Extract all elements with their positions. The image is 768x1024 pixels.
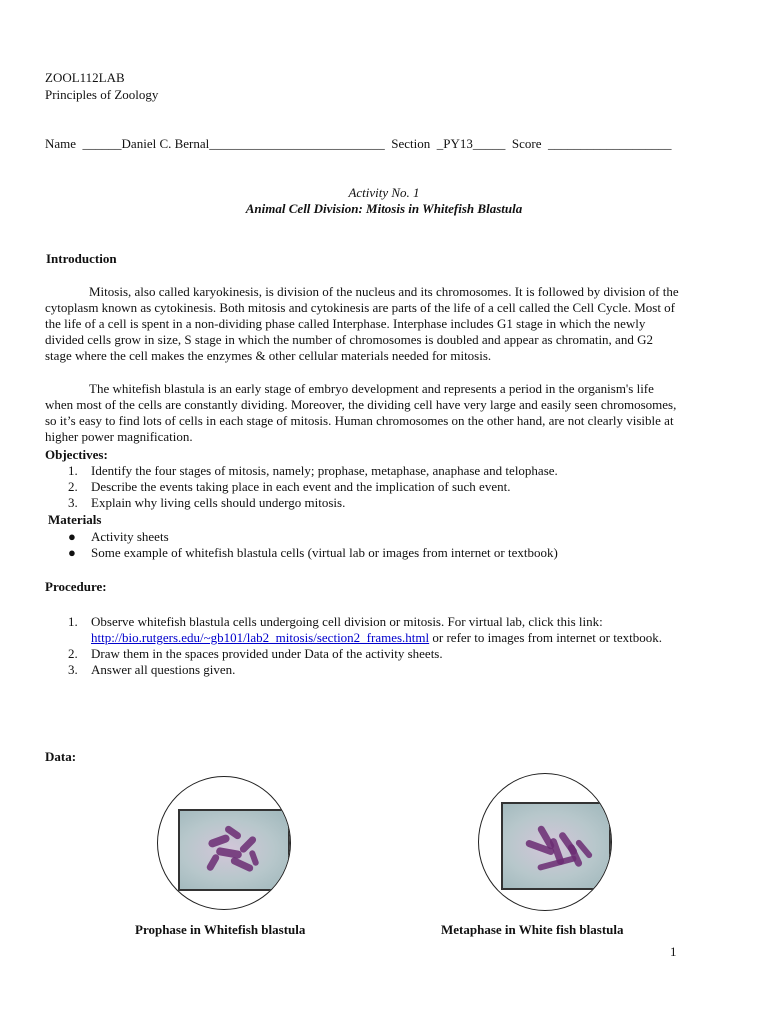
page-number: 1 (670, 944, 677, 959)
name-label: Name (45, 136, 77, 151)
activity-number: Activity No. 1 (348, 185, 420, 200)
prophase-caption: Prophase in Whitefish blastula (135, 922, 306, 937)
objective-item: 1. Identify the four stages of mitosis, namely; prophase, metaphase, anaphase and telophase. (68, 463, 558, 478)
material-item: ● Activity sheets (68, 529, 169, 544)
procedure-item: 1. Observe whitefish blastula cells undergoing cell division or mitosis. For virtual lab, click this link: http://bio.rutgers.edu/~gb101/lab2_mitosis/section2_frames.html or refer to images from internet or textbook. (68, 614, 662, 645)
procedure-item: 3. Answer all questions given. (68, 662, 236, 677)
bullet-icon: ● (68, 529, 76, 544)
introduction-paragraph-2: The whitefish blastula is an early stage of embryo development and represents a period in the organism's life when most of the cells are constantly dividing. Moreover, the dividing cell have very large and easily seen chromosomes, so it’s easy to find lots of cells in each stage of mitosis. Human chromosomes on the other hand, are not clearly visible at higher power magnification. (45, 381, 677, 444)
score-label: Score (511, 136, 542, 151)
data-heading: Data: (45, 749, 77, 764)
introduction-paragraph-1: Mitosis, also called karyokinesis, is division of the nucleus and its chromosomes. It is followed by division of the cytoplasm known as cytokinesis. Both mitosis and cytokinesis are parts of the life of a cell called the Cell Cycle. Most of the life of a cell is spent in a non-dividing phase called Interphase. Interphase includes G1 stage in which the newly divided cells grow in size, S stage in which the number of chromosomes is doubled and appear as chromatin, and G2 stage where the cell makes the enzymes & other cellular materials needed for mitosis. (45, 284, 679, 363)
section-label: Section (391, 136, 431, 151)
objective-item: 2. Describe the events taking place in each event and the implication of such event. (68, 479, 511, 494)
bullet-icon: ● (68, 545, 76, 560)
course-code: ZOOL112LAB (45, 70, 125, 85)
materials-heading: Materials (48, 512, 102, 527)
procedure-list (45, 614, 687, 678)
objectives-heading: Objectives: (45, 447, 108, 462)
procedure-item: 2. Draw them in the spaces provided under Data of the activity sheets. (68, 646, 443, 661)
student-info-line: Name ______Daniel C. Bernal___________________________ Section _PY13_____ Score ___________________ (45, 136, 672, 151)
prophase-micrograph-image (178, 809, 290, 891)
materials-list (45, 529, 685, 561)
course-title: Principles of Zoology (45, 87, 159, 102)
metaphase-drawing-circle (478, 773, 612, 911)
objective-item: 3. Explain why living cells should undergo mitosis. (68, 495, 346, 510)
material-item: ● Some example of whitefish blastula cells (virtual lab or images from internet or textbook) (68, 545, 558, 560)
introduction-heading: Introduction (46, 251, 117, 266)
metaphase-micrograph-image (501, 802, 611, 890)
virtual-lab-link[interactable]: http://bio.rutgers.edu/~gb101/lab2_mitosis/section2_frames.html (91, 630, 430, 645)
name-value: Daniel C. Bernal (121, 136, 210, 151)
section-value: PY13 (443, 136, 473, 151)
metaphase-caption: Metaphase in White fish blastula (441, 922, 624, 937)
objectives-list (45, 463, 685, 511)
procedure-heading: Procedure: (45, 579, 107, 594)
prophase-drawing-circle (157, 776, 291, 910)
activity-title: Animal Cell Division: Mitosis in Whitefish Blastula (245, 201, 523, 216)
